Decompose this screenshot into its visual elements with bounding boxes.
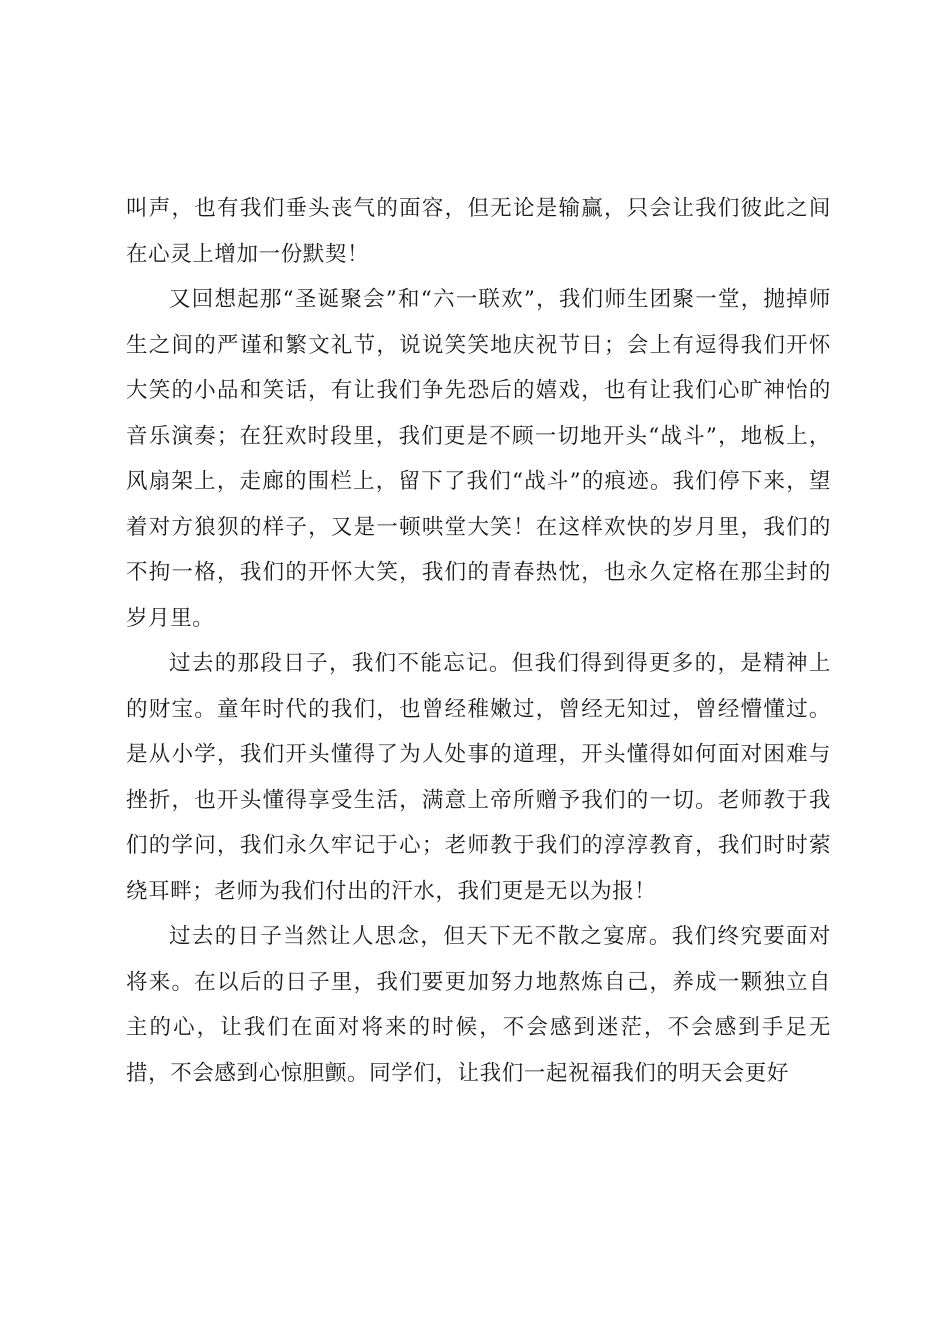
body-text xyxy=(126,186,831,1096)
paragraph-2: 又回想起那“圣诞聚会”和“六一联欢”，我们师生团聚一堂，抛掉师生之间的严谨和繁文礼节，说说笑笑地庆祝节日；会上有逗得我们开怀大笑的小品和笑话，有让我们争先恐后的嬉戏，也有让我们心旷神怡的音乐演奏；在狂欢时段里，我们更是不顾一切地开头“战斗”，地板上，风扇架上，走廊的围栏上，留下了我们“战斗”的痕迹。我们停下来，望着对方狼狈的样子，又是一顿哄堂大笑！在这样欢快的岁月里，我们的不拘一格，我们的开怀大笑，我们的青春热忱，也永久定格在那尘封的岁月里。 xyxy=(126,287,831,631)
paragraph-4: 过去的日子当然让人思念，但天下无不散之宴席。我们终究要面对将来。在以后的日子里，我们要更加努力地熬炼自己，养成一颗独立自主的心，让我们在面对将来的时候，不会感到迷茫，不会感到手足无措，不会感到心惊胆颤。同学们，让我们一起祝福我们的明天会更好 xyxy=(126,924,831,1086)
paragraph-1: 叫声，也有我们垂头丧气的面容，但无论是输赢，只会让我们彼此之间在心灵上增加一份默契！ xyxy=(126,196,831,267)
paragraph-3: 过去的那段日子，我们不能忘记。但我们得到得更多的，是精神上的财宝。童年时代的我们，也曾经稚嫩过，曾经无知过，曾经懵懂过。是从小学，我们开头懂得了为人处事的道理，开头懂得如何面对困难与挫折，也开头懂得享受生活，满意上帝所赠予我们的一切。老师教于我们的学问，我们永久牢记于心；老师教于我们的淳淳教育，我们时时萦绕耳畔；老师为我们付出的汗水，我们更是无以为报！ xyxy=(126,651,831,904)
